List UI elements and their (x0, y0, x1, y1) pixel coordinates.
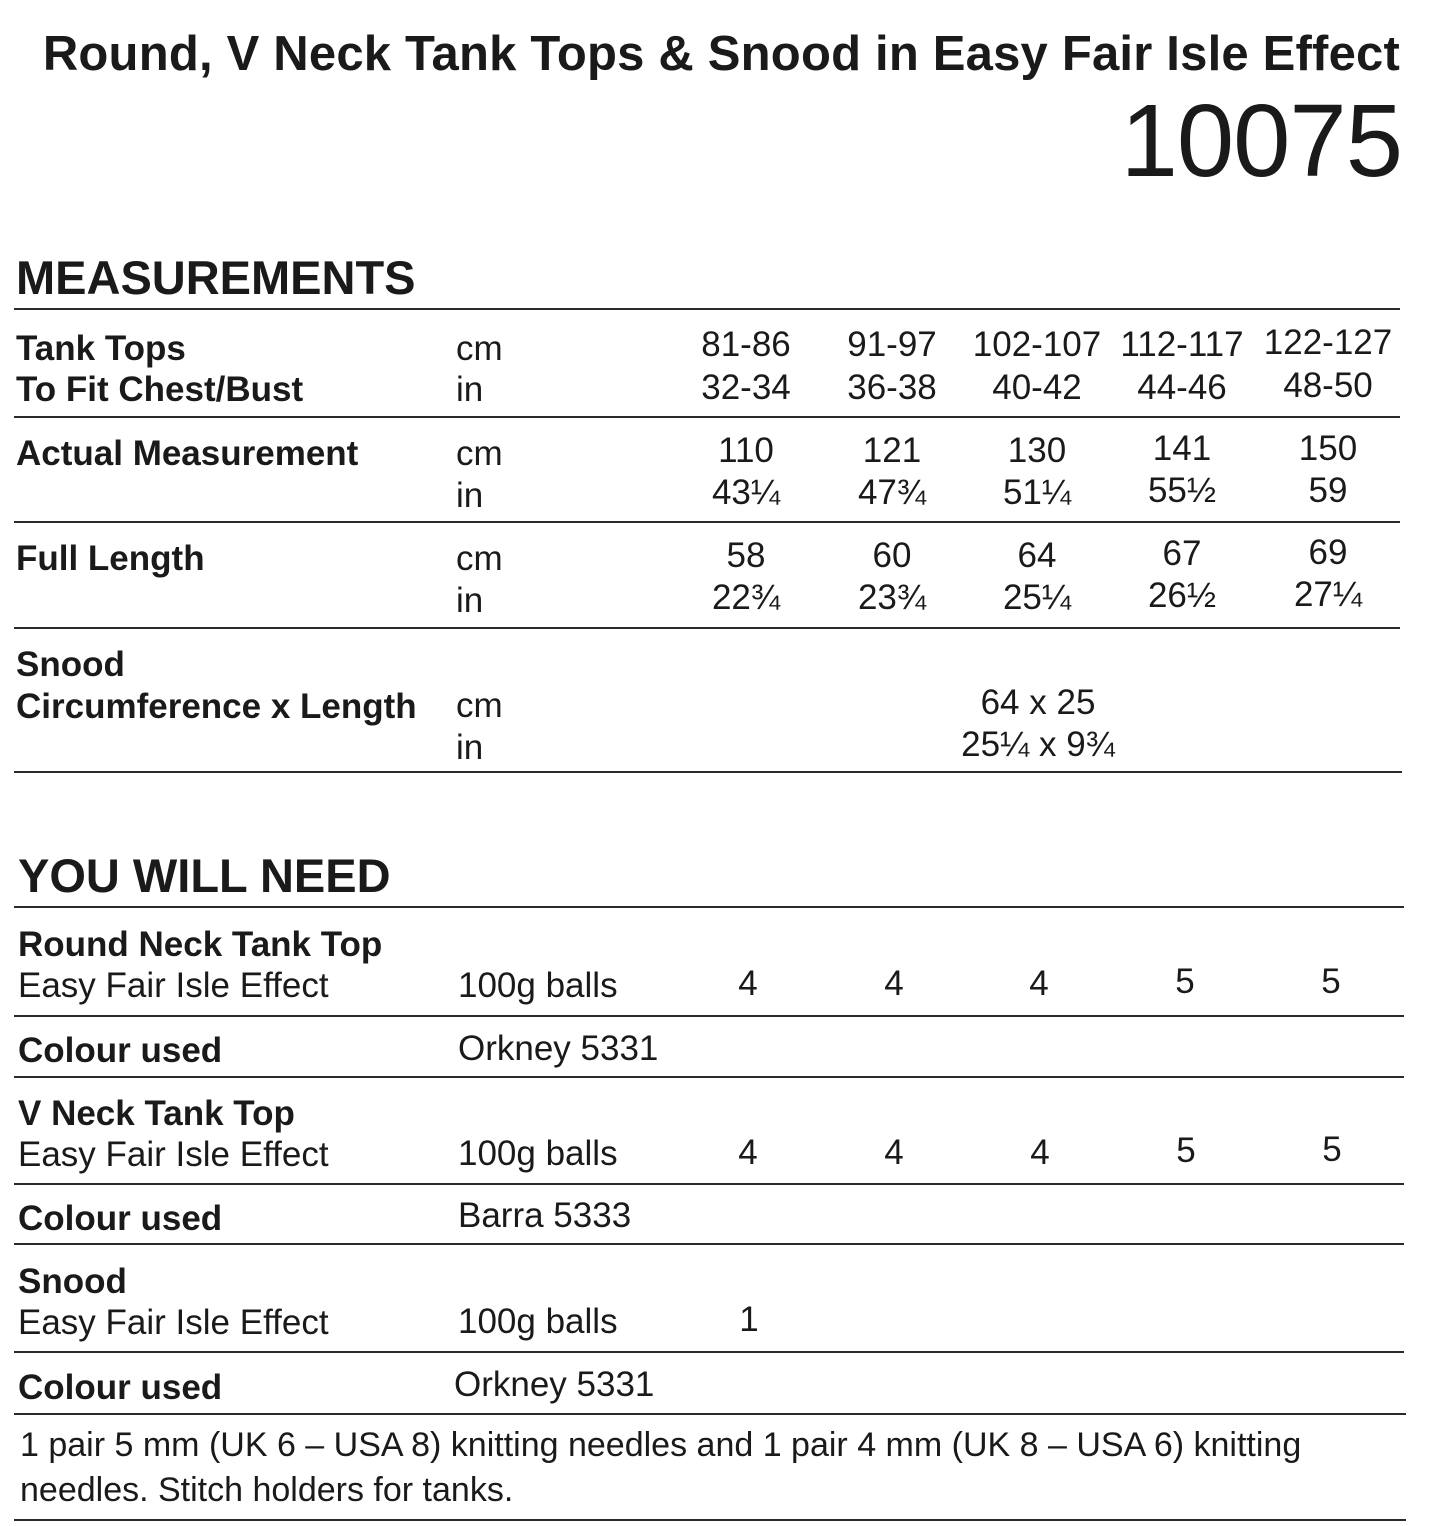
divider (14, 416, 1400, 418)
colour-value: Barra 5333 (458, 1196, 632, 1235)
qty-2: 4 (884, 964, 904, 1003)
item-unit: 100g balls (458, 966, 618, 1005)
unit-label: cm (456, 686, 503, 725)
length-in-5: 27¼ (1293, 575, 1363, 614)
qty-5: 5 (1322, 1130, 1342, 1169)
divider (14, 1015, 1404, 1017)
unit-label: in (456, 581, 484, 620)
length-cm-2: 60 (872, 536, 912, 575)
length-in-3: 25¼ (1002, 578, 1072, 617)
colour-value: Orkney 5331 (458, 1029, 659, 1068)
size-in-3: 40-42 (992, 368, 1082, 407)
length-in-4: 26½ (1147, 576, 1217, 615)
size-in-5: 48-50 (1283, 366, 1373, 405)
unit-label: in (456, 476, 484, 515)
size-cm-1: 81-86 (701, 325, 791, 364)
item-yarn: Easy Fair Isle Effect (18, 1135, 329, 1174)
qty-4: 5 (1176, 1131, 1196, 1170)
item-name: Round Neck Tank Top (18, 925, 383, 964)
measurements-heading: MEASUREMENTS (16, 251, 416, 304)
unit-label: in (456, 370, 484, 409)
colour-label: Colour used (18, 1199, 223, 1238)
actual-cm-5: 150 (1298, 429, 1358, 468)
row-label: Full Length (16, 539, 205, 578)
row-label: Circumference x Length (16, 687, 417, 726)
you-will-need-heading: YOU WILL NEED (18, 849, 391, 902)
actual-cm-4: 141 (1152, 429, 1212, 468)
qty-2: 4 (884, 1133, 904, 1172)
item-yarn: Easy Fair Isle Effect (18, 1303, 329, 1342)
size-cm-5: 122-127 (1263, 323, 1393, 362)
length-in-2: 23¾ (857, 578, 927, 617)
divider (14, 1183, 1404, 1185)
item-unit: 100g balls (458, 1134, 618, 1173)
length-cm-5: 69 (1308, 533, 1348, 572)
size-cm-3: 102-107 (972, 325, 1102, 364)
size-cm-2: 91-97 (847, 325, 937, 364)
divider (14, 627, 1400, 629)
length-in-1: 22¾ (711, 578, 781, 617)
divider (14, 308, 1400, 310)
pattern-number: 10075 (1120, 83, 1402, 198)
unit-label: in (456, 728, 484, 767)
colour-value: Orkney 5331 (454, 1365, 655, 1404)
qty-1: 4 (738, 964, 758, 1003)
divider (14, 1351, 1404, 1353)
length-cm-1: 58 (726, 536, 766, 575)
actual-in-2: 47¾ (857, 473, 927, 512)
size-in-4: 44-46 (1137, 368, 1227, 407)
colour-label: Colour used (18, 1031, 223, 1070)
qty-5: 5 (1321, 962, 1341, 1001)
divider (14, 1076, 1404, 1078)
actual-in-1: 43¼ (711, 473, 781, 512)
needles-note: 1 pair 5 mm (UK 6 – USA 8) knitting needles and 1 pair 4 mm (UK 8 – USA 6) knitting needles. Stitch holders for tanks. (20, 1426, 1302, 1509)
item-name: Snood (18, 1262, 127, 1301)
divider (14, 1243, 1404, 1245)
divider (14, 1413, 1406, 1415)
snood-in: 25¼ x 9¾ (961, 725, 1115, 764)
divider (14, 906, 1404, 908)
divider (14, 771, 1402, 773)
qty-1: 1 (739, 1300, 759, 1339)
row-label: Actual Measurement (16, 434, 359, 473)
qty-1: 4 (738, 1133, 758, 1172)
actual-in-4: 55½ (1147, 471, 1217, 510)
unit-label: cm (456, 434, 503, 473)
actual-in-3: 51¼ (1002, 473, 1072, 512)
item-yarn: Easy Fair Isle Effect (18, 966, 329, 1005)
item-name: V Neck Tank Top (18, 1094, 295, 1133)
item-unit: 100g balls (458, 1302, 618, 1341)
actual-cm-2: 121 (862, 431, 922, 470)
length-cm-3: 64 (1017, 536, 1057, 575)
size-cm-4: 112-117 (1120, 325, 1244, 364)
size-in-1: 32-34 (701, 368, 791, 407)
actual-in-5: 59 (1308, 471, 1348, 510)
row-label: Tank Tops (16, 329, 186, 368)
qty-3: 4 (1029, 964, 1049, 1003)
row-label: To Fit Chest/Bust (16, 370, 304, 409)
qty-4: 5 (1175, 962, 1195, 1001)
length-cm-4: 67 (1162, 534, 1202, 573)
divider (14, 521, 1400, 523)
qty-3: 4 (1030, 1133, 1050, 1172)
colour-label: Colour used (18, 1368, 223, 1407)
pattern-title: Round, V Neck Tank Tops & Snood in Easy Fair Isle Effect (42, 27, 1400, 81)
unit-label: cm (456, 329, 503, 368)
divider (14, 1519, 1406, 1521)
snood-cm: 64 x 25 (980, 683, 1096, 722)
unit-label: cm (456, 539, 503, 578)
row-label: Snood (16, 645, 125, 684)
actual-cm-1: 110 (718, 431, 774, 470)
size-in-2: 36-38 (847, 368, 937, 407)
actual-cm-3: 130 (1007, 431, 1067, 470)
